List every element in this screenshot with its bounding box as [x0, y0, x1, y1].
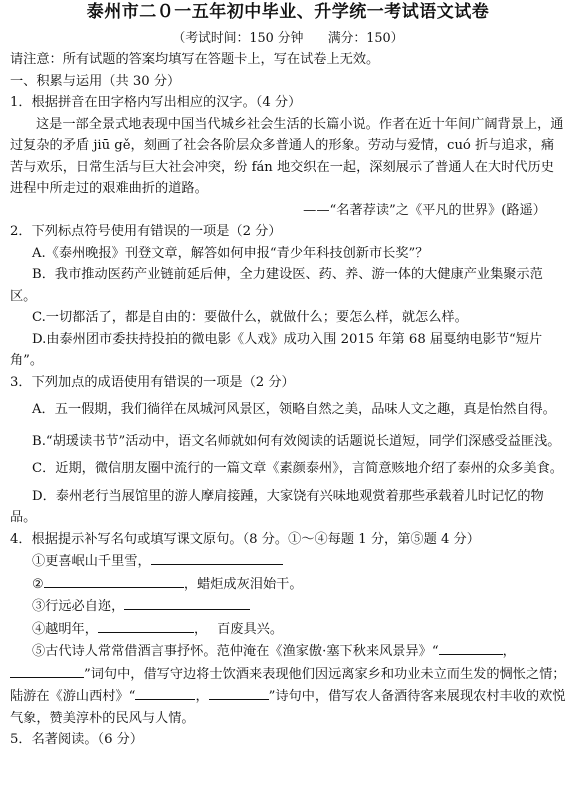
answer-blank[interactable]: [10, 663, 84, 678]
q4-line-5: ⑤古代诗人常常借酒言事抒怀。范仲淹在《渔家傲·塞下秋来风景异》“ ，”词句中，借写守边将士饮酒来表现他们因远离家乡和功业未立而生发的惆怅之情；陆游在《游山西村》“ ， ”诗句中，借写农人备酒待客来展现农村丰收的欢悦气象，赞美淳朴的民风与人情。: [10, 640, 566, 729]
q3-option-a: A．五一假期，我们徜徉在凤城河风景区，领略自然之美，品味人文之趣，真是怡然自得。: [32, 402, 556, 417]
q1-passage: 这是一部全景式地表现中国当代城乡社会生活的长篇小说。作者在近十年间广阔背景上，通过复杂的矛盾 jiū gě，刻画了社会各阶层众多普通人的形象。劳动与爱情，cuó 折与追求，痛苦与欢乐，日常生活与巨大社会冲突，纷 fán 地交织在一起，深刻展示了普通人在大时代历史进程中所走过的艰难曲折的道路。: [10, 116, 564, 196]
q2-option-b: B．我市推动医药产业链前延后伸，全力建设医、药、养、游一体的大健康产业集聚示范区。: [10, 267, 543, 304]
q4-line-2: ② ，蜡炬成灰泪始干。: [10, 573, 566, 596]
exam-title: 泰州市二０一五年初中毕业、升学统一考试语文试卷: [86, 2, 490, 22]
q3-option-b: B.“胡瑗读书节”活动中，语文名师就如何有效阅读的话题说长道短，同学们深感受益匪浅。: [32, 433, 561, 449]
q4-prompt: 4．根据提示补写名句或填写课文原句。（8 分。①～④每题 1 分，第⑤题 4 分）: [10, 531, 480, 547]
answer-blank[interactable]: [209, 685, 269, 700]
q4-line-3: ③行远必自迩，: [10, 595, 566, 618]
answer-blank[interactable]: [439, 640, 503, 655]
q5-prompt: 5．名著阅读。（6 分）: [10, 732, 144, 747]
q1-prompt: 1．根据拼音在田字格内写出相应的汉字。（4 分）: [10, 95, 302, 110]
q3-prompt: 3．下列加点的成语使用有错误的一项是（2 分）: [10, 374, 295, 390]
q4-line-1: ①更喜岷山千里雪，: [10, 550, 566, 573]
answer-blank[interactable]: [44, 573, 184, 588]
answer-blank[interactable]: [151, 550, 283, 565]
q3-option-d: D．泰州老行当展馆里的游人摩肩接踵，大家饶有兴味地观赏着那些承载着儿时记忆的物品。: [10, 488, 544, 525]
section-heading: 一、积累与运用（共 30 分）: [10, 73, 181, 89]
q2-option-d: D.由泰州团市委扶持投拍的微电影《人戏》成功入围 2015 年第 68 届戛纳电影节“短片角”。: [10, 331, 543, 368]
answer-blank[interactable]: [124, 595, 250, 610]
q4-line-4: ④越明年， ， 百废具兴。: [10, 618, 566, 641]
q1-source: ——“名著荐读”之《平凡的世界》(路遥）: [303, 202, 546, 218]
answer-blank[interactable]: [98, 618, 194, 633]
q3-option-c: C．近期，微信朋友圈中流行的一篇文章《素颜泰州》，言简意赅地介绍了泰州的众多美食。: [32, 461, 563, 476]
q2-prompt: 2．下列标点符号使用有错误的一项是（2 分）: [10, 224, 282, 239]
exam-meta: [10, 29, 566, 49]
time-info: （考试时间：150 分钟: [172, 31, 304, 46]
answer-blank[interactable]: [135, 685, 195, 700]
score-info: 满分：150）: [327, 31, 404, 46]
q2-option-a: A.《泰州晚报》刊登文章，解答如何申报“青少年科技创新市长奖”？: [32, 245, 429, 261]
notice: 请注意：所有试题的答案均填写在答题卡上，写在试卷上无效。: [10, 52, 380, 67]
q2-option-c: C.一切都活了，都是自由的：要做什么，就做什么；要怎么样，就怎么样。: [32, 310, 468, 325]
